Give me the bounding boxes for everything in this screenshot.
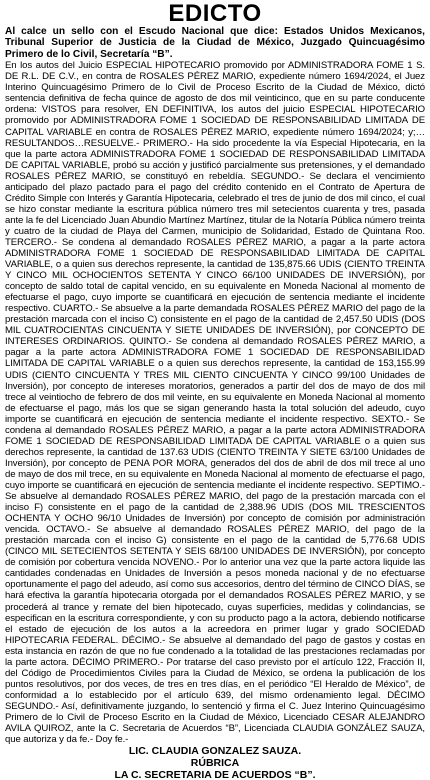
notice-title: EDICTO <box>168 0 262 27</box>
signature-block <box>5 745 425 780</box>
signature-name: LIC. CLAUDIA GONZALEZ SAUZA. <box>128 745 302 758</box>
notice-body: En los autos del Juicio ESPECIAL HIPOTECARIO promovido por ADMINISTRADORA FOME 1 S. DE R.L. DE C.V., en contra de ROSALES PÉREZ MARIO, expediente número 1694/2024, el Juez Interino Quincuagésimo Primero de lo Civil de Proceso Escrito de la Ciudad de México, dictó sentencia definitiva de fecha quince de agosto de dos mil veinticinco, que en su parte conducente ordena: VISTOS para resolver, EN DEFINITIVA, los autos del juicio ESPECIAL HIPOTECARIO promovido por ADMINISTRADORA FOME 1 SOCIEDAD DE RESPONSABILIDAD LIMITADA DE CAPITAL VARIABLE en contra de ROSALES PÉREZ MARIO, expediente número 1694/2024; y;… RESULTANDOS…RESUELVE.- PRIMERO.- Ha sido procedente la vía Especial Hipotecaria, en la que la parte actora ADMINISTRADORA FOME 1 SOCIEDAD DE RESPONSABILIDAD LIMITADA DE CAPITAL VARIABLE, probó su acción y justificó parcialmente sus pretensiones, y el demandado ROSALES PÉREZ MARIO, se constituyó en rebeldía. SEGUNDO.- Se declara el vencimiento anticipado del plazo pactado para el pago del crédito contenido en el Contrato de Apertura de Crédito Simple con Interés y Garantía Hipotecaria, celebrado el tres de junio de dos mil cinco, el cual se hizo constar mediante la escritura pública número tres mil setecientos cuarenta y tres, pasada ante la fe del Licenciado Juan Abundio Martínez Martínez, titular de la Notaría Pública número treinta y cuatro de la ciudad de Playa del Carmen, municipio de Solidaridad, Estado de Quintana Roo. TERCERO.- Se condena al demandado ROSALES PÉREZ MARIO, a pagar a la parte actora ADMINISTRADORA FOME 1 SOCIEDAD DE RESPONSABILIDAD LIMITADA DE CAPITAL VARIABLE, o a quien sus derechos represente, la cantidad de 135,875.66 UDIS (CIENTO TREINTA Y CINCO MIL OCHOCIENTOS SETENTA Y CINCO 66/100 UNIDADES DE INVERSIÓN), por concepto de saldo total de capital vencido, en su equivalente en Moneda Nacional al momento de efectuarse el pago, cuyo importe se cuantificará en ejecución de sentencia mediante el incidente respectivo. CUARTO.- Se absuelve a la parte demandada ROSALES PÉREZ MARIO del pago de la prestación marcada con el inciso C) consistente en el pago de la cantidad de 2,457.50 UDIS (DOS MIL CUATROCIENTAS CINCUENTA Y SIETE UNIDADES DE INVERSIÓN), por CONCEPTO DE INTERESES ORDINARIOS. QUINTO.- Se condena al demandado ROSALES PÉREZ MARIO, a pagar a la parte actora ADMINISTRADORA FOME 1 SOCIEDAD DE RESPONSABILIDAD LIMITADA DE CAPITAL VARIABLE o a quien sus derechos represente, la cantidad de 153,155.99 UDIS (CIENTO CINCUENTA Y TRES MIL CIENTO CINCUENTA Y CINCO 99/100 Unidades de Inversión), por concepto de intereses moratorios, generados a partir del dos de mayo de dos mil trece al veintiocho de febrero de dos mil veinte, en su equivalente en Moneda Nacional al momento de efectuarse el pago, más los que se sigan generando hasta la total solución del adeudo, cuyo importe se cuantificará en ejecución de sentencia mediante el incidente respectivo. SEXTO.- Se condena al demandado ROSALES PÉREZ MARIO, a pagar a la parte actora ADMINISTRADORA FOME 1 SOCIEDAD DE RESPONSABILIDAD LIMITADA DE CAPITAL VARIABLE o a quien sus derechos represente, la cantidad de 137.63 UDIS (CIENTO TREINTA Y SIETE 63/100 Unidades de Inversión), por concepto de PENA POR MORA, generados del dos de abril de dos mil trece al uno de mayo de dos mil trece, en su equivalente en Moneda Nacional al momento de efectuarse el pago, cuyo importe se cuantificará en ejecución de sentencia mediante el incidente respectivo. SEPTIMO.- Se absuelve al demandado ROSALES PÉREZ MARIO, del pago de la prestación marcada con el inciso F) consistente en el pago de la cantidad de 2,388.96 UDIS (DOS MIL TRESCIENTOS OCHENTA Y OCHO 96/10 Unidades de Inversión) por concepto de comisión por administración vencida. OCTAVO.- Se absuelve al demandado ROSALES PÉREZ MARIO, del pago de la prestación marcada con el inciso G) consistente en el pago de la cantidad de 5,776.68 UDIS (CINCO MIL SETECIENTOS SETENTA Y SEIS 68/100 UNIDADES DE INVERSIÓN), por concepto de comisión por cobertura vencida NOVENO.- Por lo anterior una vez que la parte actora liquide las cantidades condenadas en Unidades de Inversión a pesos moneda nacional y de no efectuarse oportunamente el pago del adeudo, así como sus accesorios, dentro del término de CINCO DÍAS, se hará efectiva la garantía hipotecaria otorgada por el demandados ROSALES PÉREZ MARIO, y se procederá al trance y remate del bien hipotecado, cuyas superficies, medidas y colindancias, se especifican en la escritura correspondiente, y con su producto pago a la actora, debiendo notificarse el estado de ejecución de los autos a la acreedora en primer lugar y grado SOCIEDAD HIPOTECARIA FEDERAL. DÉCIMO.- Se absuelve al demandado del pago de gastos y costas en esta instancia en razón de que no fue condenado a la totalidad de las prestaciones reclamadas por la parte actora. DÉCIMO PRIMERO.- Por tratarse del caso previsto por el artículo 122, Fracción II, del Código de Procedimientos Civiles para la Ciudad de México, se ordena la publicación de los puntos resolutivos, por dos veces, de tres en tres días, en el periódico “El Heraldo de México”, de conformidad a lo establecido por el artículo 639, del mismo ordenamiento legal. DÉCIMO SEGUNDO.- Así, definitivamente juzgando, lo sentenció y firma el C. Juez Interino Quincuagésimo Primero de lo Civil de Proceso Escrito en la Ciudad de México, Licenciado CESAR ALEJANDRO AVILA QUIROZ, ante la C. Secretaria de Acuerdos “B”, Licenciada CLAUDIA GONZÁLEZ SAUZA, que autoriza y da fe.- Doy fe.- <box>5 60 425 746</box>
signature-role: LA C. SECRETARIA DE ACUERDOS “B”. <box>114 769 316 780</box>
notice-header: Al calce un sello con el Escudo Nacional que dice: Estados Unidos Mexicanos, Tribunal Superior de Justicia de la Ciudad de México, Juzgado Quincuagésimo Primero de lo Civil, Secretaría “B”. <box>5 26 425 60</box>
signature-rubric: RÚBRICA <box>190 757 240 770</box>
